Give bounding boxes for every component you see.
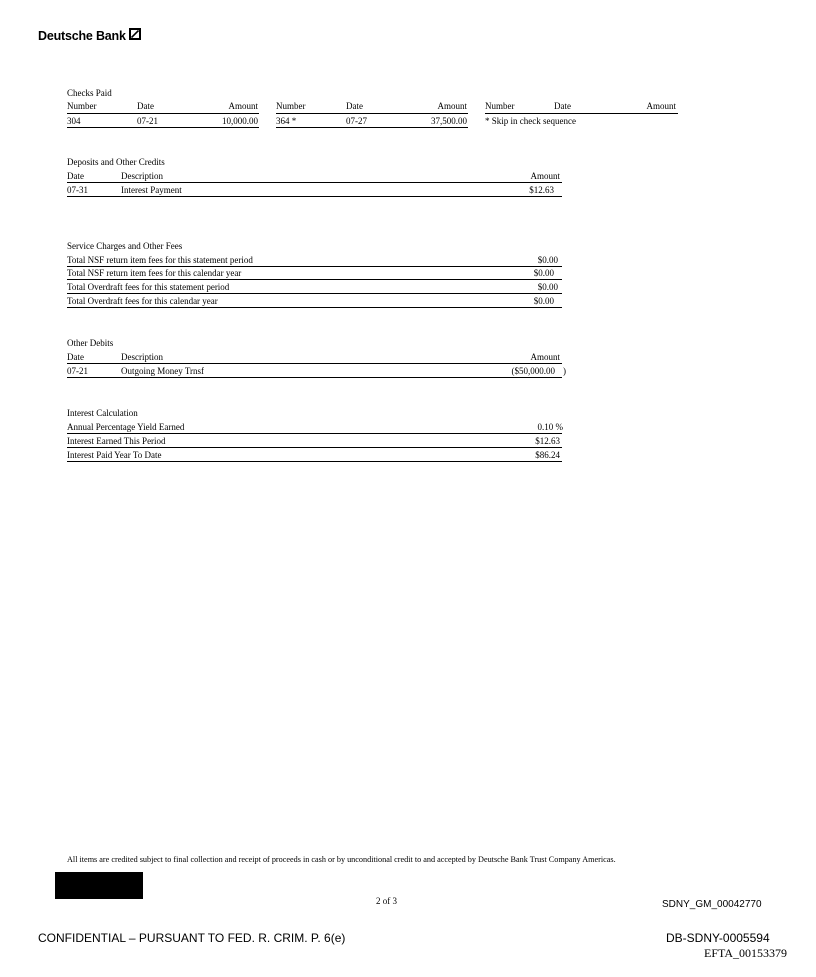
interest-title: Interest Calculation [67,408,138,418]
interest-value: $86.24 [535,450,560,460]
col-description: Description [121,171,163,181]
deposit-date: 07-31 [67,185,88,195]
interest-label: Interest Paid Year To Date [67,450,162,460]
col-amount: Amount [437,101,467,111]
divider [67,266,562,267]
col-date: Date [346,101,363,111]
interest-value: 0.10 % [537,422,563,432]
debit-amount: ($50,000.00 [511,366,555,376]
redaction-block [55,872,143,899]
col-number: Number [485,101,515,111]
col-date: Date [554,101,571,111]
divider [67,182,562,183]
check-number: 304 [67,116,81,126]
check-date: 07-27 [346,116,367,126]
bank-name: Deutsche Bank [38,29,126,43]
divider [67,127,259,128]
divider [67,279,562,280]
checks-paid-title: Checks Paid [67,88,112,98]
debit-date: 07-21 [67,366,88,376]
fee-amount: $0.00 [533,296,554,306]
fee-label: Total Overdraft fees for this statement period [67,282,230,292]
db-document-id: DB-SDNY-0005594 [666,931,770,945]
fee-amount: $0.00 [537,282,558,292]
col-number: Number [276,101,306,111]
col-amount: Amount [646,101,676,111]
deposit-amount: $12.63 [529,185,554,195]
interest-value: $12.63 [535,436,560,446]
fee-label: Total NSF return item fees for this calendar year [67,268,242,278]
divider [67,433,562,434]
deposit-description: Interest Payment [121,185,182,195]
fee-amount: $0.00 [537,255,558,265]
divider [67,293,562,294]
check-amount: 37,500.00 [431,116,467,126]
col-amount: Amount [530,171,560,181]
confidential-notice: CONFIDENTIAL – PURSUANT TO FED. R. CRIM. P. 6(e) [38,931,346,945]
fee-label: Total Overdraft fees for this calendar year [67,296,218,306]
check-date: 07-21 [137,116,158,126]
interest-label: Annual Percentage Yield Earned [67,422,185,432]
page-number: 2 of 3 [376,896,397,906]
fee-amount: $0.00 [533,268,554,278]
col-description: Description [121,352,163,362]
divider [276,127,468,128]
col-date: Date [137,101,154,111]
deutsche-bank-logo-icon [129,28,141,40]
divider [67,377,562,378]
check-number: 364 * [276,116,297,126]
efta-id: EFTA_00153379 [704,946,788,960]
divider [67,363,562,364]
col-amount: Amount [228,101,258,111]
col-amount: Amount [530,352,560,362]
other-debits-title: Other Debits [67,338,114,348]
bates-number: SDNY_GM_00042770 [662,899,762,910]
deposits-title: Deposits and Other Credits [67,157,165,167]
col-date: Date [67,352,84,362]
divider [67,447,562,448]
col-number: Number [67,101,97,111]
debit-description: Outgoing Money Trnsf [121,366,205,376]
divider [67,461,562,462]
debit-amount-paren: ) [563,366,566,376]
divider [67,307,562,308]
check-amount: 10,000.00 [222,116,258,126]
service-charges-title: Service Charges and Other Fees [67,241,183,251]
fee-label: Total NSF return item fees for this statement period [67,255,253,265]
divider [276,113,468,114]
divider [67,113,259,114]
col-date: Date [67,171,84,181]
divider [485,113,678,114]
divider [67,196,562,197]
check-sequence-note: * Skip in check sequence [485,116,576,126]
interest-label: Interest Earned This Period [67,436,166,446]
disclaimer: All items are credited subject to final collection and receipt of proceeds in cash or by unconditional credit to and accepted by Deutsche Bank Trust Company Americas. [67,855,616,864]
